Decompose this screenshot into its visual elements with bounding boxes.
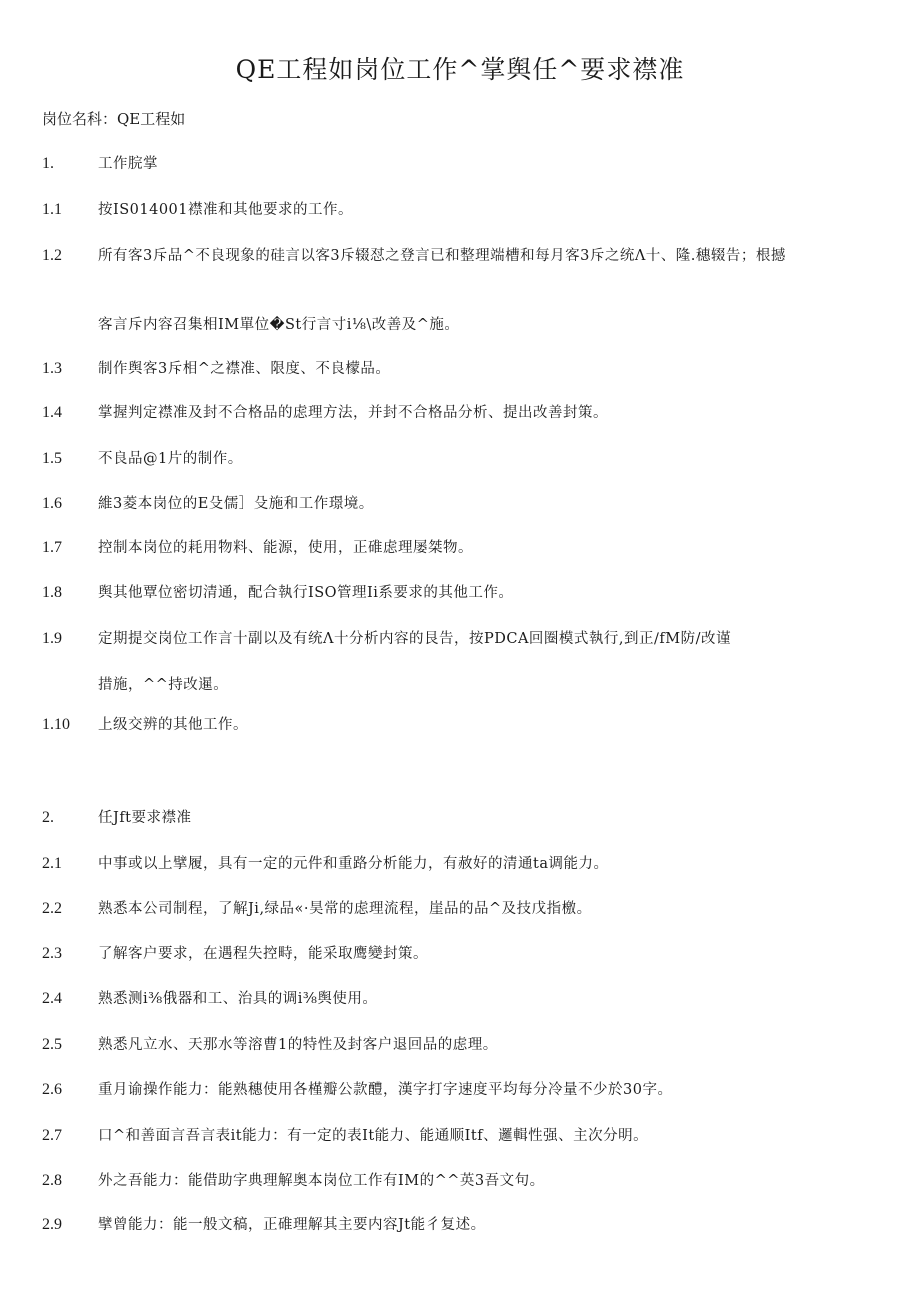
section-number: 2. bbox=[42, 809, 54, 826]
item-text: 制作舆客3斥相^之襟准、限度、不良檬品。 bbox=[98, 361, 391, 377]
item-number: 2.6 bbox=[42, 1081, 62, 1098]
item-text: 舆其他覃位密切清通，配合執行ISO管理Ii系要求的其他工作。 bbox=[98, 585, 514, 601]
item-text: 上级交辨的其他工作。 bbox=[98, 717, 248, 733]
item-number: 1.3 bbox=[42, 360, 62, 377]
item-number: 2.1 bbox=[42, 855, 62, 872]
item-text: 重月谕操作能力：能熟穗使用各槿瓣公款醴，漢字打字速度平均每分冷量不少於30字。 bbox=[98, 1082, 673, 1098]
item-text: 熟悉凡立水、天那水等溶曹1的特性及封客户退回品的虑理。 bbox=[98, 1037, 498, 1053]
document-title: QE工程如岗位工作^掌舆任^要求襟准 bbox=[235, 55, 685, 84]
item-number: 2.5 bbox=[42, 1036, 62, 1053]
post-name-line: 岗位名科：QE工程如 bbox=[42, 110, 186, 128]
item-text: 維3菱本岗位的E殳儒］殳施和工作璟境。 bbox=[98, 496, 374, 512]
item-continuation: 客言斥内容召集相IM單位�St行言寸i⅛\改善及^施。 bbox=[98, 317, 460, 333]
item-text: 熟悉测i⅜俄器和工、治具的调i⅜舆使用。 bbox=[98, 991, 378, 1007]
item-text: 定期提交岗位工作言十副以及有统Λ十分析内容的艮告，按PDCA回圈模式執行,到正∕fM防/改谨 bbox=[98, 631, 732, 647]
item-text: 熟悉本公司制程，了解Ji,绿品«·昊常的虑理流程，崖品的品^及技戊指檄。 bbox=[98, 901, 592, 917]
item-number: 2.7 bbox=[42, 1127, 62, 1144]
item-number: 1.8 bbox=[42, 584, 62, 601]
item-continuation: 措施，^^持改暹。 bbox=[98, 677, 229, 693]
item-text: 中事或以上擘履，具有一定的元件和重路分析能力，有赦好的清通ta调能力。 bbox=[98, 856, 609, 872]
item-number: 1.9 bbox=[42, 630, 62, 647]
item-number: 2.8 bbox=[42, 1172, 62, 1189]
item-number: 1.10 bbox=[42, 716, 70, 733]
item-text: 擘曾能力：能一般文稿，正碓理解其主要内容Jt能彳复述。 bbox=[98, 1217, 486, 1233]
item-text: 所有客3斥品^不良现象的硅言以客3斥辍怼之登言已和整理端槽和每月客3斥之统Λ十、隆.穗辍告；根撼 bbox=[98, 248, 786, 264]
item-text: 外之吾能力：能借助字典理解奥本岗位工作有IM的^^英3吾文句。 bbox=[98, 1173, 545, 1189]
item-text: 不良品@1片的制作。 bbox=[98, 451, 243, 467]
item-number: 1.1 bbox=[42, 201, 62, 218]
item-number: 2.9 bbox=[42, 1216, 62, 1233]
section-number: 1. bbox=[42, 155, 54, 172]
item-number: 2.4 bbox=[42, 990, 62, 1007]
section-title: 任Jft要求襟准 bbox=[98, 810, 192, 826]
item-number: 1.2 bbox=[42, 247, 62, 264]
item-text: 掌握判定襟准及封不合格品的虑理方法，并封不合格品分析、提出改善封策。 bbox=[98, 405, 608, 421]
item-text: 了解客户要求，在遇程失控畤，能采取鹰變封策。 bbox=[98, 946, 428, 962]
item-number: 1.4 bbox=[42, 404, 62, 421]
item-number: 1.6 bbox=[42, 495, 62, 512]
item-text: 控制本岗位的耗用物料、能源，使用，正碓虑理屡桀物。 bbox=[98, 540, 473, 556]
item-number: 2.2 bbox=[42, 900, 62, 917]
section-title: 工作脘掌 bbox=[98, 156, 158, 172]
item-text: 按IS014001襟准和其他要求的工作。 bbox=[98, 202, 354, 218]
item-text: 口^和善面言吾言表it能力：有一定的表It能力、能通顺Itf、邏輯性强、主次分明。 bbox=[98, 1128, 649, 1144]
item-number: 1.5 bbox=[42, 450, 62, 467]
item-number: 2.3 bbox=[42, 945, 62, 962]
item-number: 1.7 bbox=[42, 539, 62, 556]
